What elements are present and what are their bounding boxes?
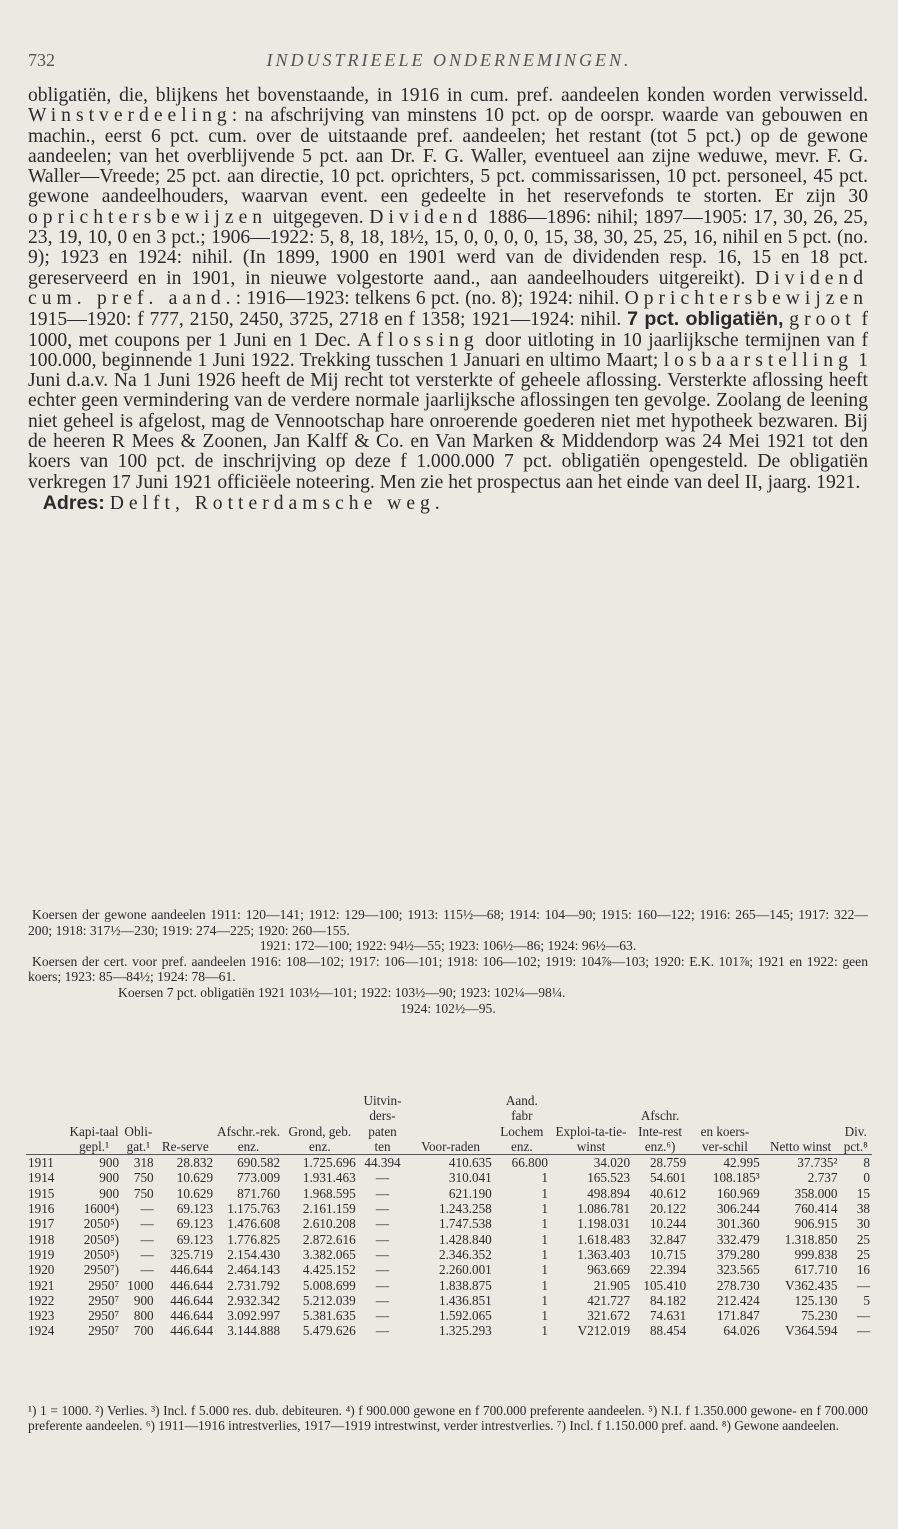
table-cell: 410.635	[407, 1155, 493, 1171]
table-cell: 1	[541, 1201, 548, 1217]
table-cell: 1	[541, 1185, 548, 1201]
table-cell: 84.182	[649, 1292, 687, 1308]
dividend-label: Dividend	[369, 206, 483, 228]
table-cell: 32.847	[649, 1231, 687, 1247]
table-cell: —	[140, 1216, 154, 1232]
table-cell: 1.318.850	[784, 1231, 838, 1247]
table-cell: 963.669	[587, 1262, 631, 1278]
obligatien-label: 7 pct. obligatiën,	[627, 308, 784, 331]
table-cell: 21.905	[593, 1277, 631, 1293]
table-cell: —	[375, 1216, 390, 1232]
table-cell: 5.381.635	[302, 1308, 356, 1324]
table-cell: 64.026	[723, 1323, 760, 1339]
row-year: 1924	[28, 1323, 55, 1339]
row-year: 1921	[28, 1277, 55, 1293]
row-year: 1911	[26, 1155, 67, 1171]
table-cell: 325.719	[170, 1246, 214, 1262]
table-cell: 15	[856, 1185, 870, 1201]
table-cell: 750	[133, 1170, 154, 1186]
table-cell: 906.915	[794, 1216, 838, 1232]
row-year: 1917	[28, 1216, 55, 1232]
table-cell: 10.629	[176, 1185, 214, 1201]
table-cell: —	[375, 1292, 390, 1308]
table-cell: 4.425.152	[302, 1262, 356, 1278]
table-cell: 5.212.039	[302, 1292, 356, 1308]
table-cell: 42.995	[688, 1155, 761, 1171]
body-p4: 1886—1896: nihil; 1897—1905: 17, 30, 26, 25, 23, 19, 10, 0 en 3 pct.; 1906—1922: 5, 8, 18, 18½, 15, 0, 0, 0, 0, 15, 38, 30, 25, 25, 16, nihil en 5 pct. (no. 9); 1923 en 1924: nihil. (In 1899, 1900 en 1901 werd van de dividenden resp. 16, 15 en 18 pct. gereserveerd en in 1901, in nieuwe volgestorte aand., aan aandeelhouders uitgereikt).	[28, 206, 869, 289]
winstverdeeling-label: Winstverdeeling	[28, 105, 232, 127]
table-cell: —	[140, 1231, 154, 1247]
table-cell: 2.872.616	[302, 1231, 356, 1247]
table-cell: 999.838	[794, 1246, 838, 1262]
table-cell: 5.008.699	[302, 1277, 356, 1293]
table-cell: 446.644	[170, 1308, 214, 1324]
table-row	[26, 1170, 872, 1185]
aflossing-label: Aflossing	[357, 329, 479, 351]
table-cell: 2950⁷	[88, 1323, 120, 1339]
table-cell: 1	[541, 1170, 548, 1186]
table-cell: 700	[133, 1323, 154, 1339]
table-cell: —	[375, 1308, 390, 1324]
page-header	[28, 50, 870, 74]
row-year: 1922	[28, 1292, 55, 1308]
table-cell: 1.243.258	[439, 1201, 492, 1217]
table-cell: 25	[856, 1246, 870, 1262]
table-cell: 20.122	[649, 1201, 687, 1217]
table-cell: 621.190	[448, 1185, 492, 1201]
table-cell: 2050⁵)	[83, 1216, 120, 1232]
table-cell: 1.476.608	[227, 1216, 281, 1232]
table-cell: 1.618.483	[577, 1231, 631, 1247]
table-cell: 1.776.825	[227, 1231, 281, 1247]
table-cell: 38	[856, 1201, 870, 1217]
table-cell: 1	[541, 1216, 548, 1232]
table-cell: 1	[541, 1246, 548, 1262]
table-cell: 323.565	[716, 1262, 760, 1278]
table-cell: 1.747.538	[439, 1216, 492, 1232]
table-cell: 760.414	[794, 1201, 838, 1217]
table-cell: 1000	[127, 1277, 154, 1293]
table-cell: 498.894	[587, 1185, 631, 1201]
col-grond: Grond, geb. enz.	[288, 1123, 352, 1154]
col-afschr-rek: Afschr.-rek. enz.	[217, 1123, 281, 1154]
table-cell: 446.644	[170, 1262, 214, 1278]
table-cell: 446.644	[170, 1323, 214, 1339]
adres-label: Adres:	[42, 491, 105, 514]
table-cell: 1	[541, 1262, 548, 1278]
table-cell: 10.629	[176, 1170, 214, 1186]
koersen-gewone-cont: 1921: 172—100; 1922: 94½—55; 1923: 106½—86; 1924: 96½—63.	[259, 938, 637, 954]
table-cell: 44.394	[358, 1155, 408, 1171]
table-cell: 2.737	[807, 1170, 838, 1186]
table-cell: 5.479.626	[302, 1323, 356, 1339]
col-kapitaal: Kapi-taal gepl.¹	[69, 1123, 119, 1154]
table-cell: 165.523	[587, 1170, 631, 1186]
col-koersverschil: en koers-ver-schil	[700, 1123, 750, 1154]
table-cell: 2.464.143	[227, 1262, 281, 1278]
koersen-obligatien: Koersen 7 pct. obligatiën 1921 103½—101; 1922: 103½—90; 1923: 102¼—98¼.	[118, 984, 566, 1000]
table-cell: 1.428.840	[439, 1231, 492, 1247]
table-cell: —	[375, 1246, 390, 1262]
table-cell: 16	[856, 1262, 870, 1278]
table-cell: —	[140, 1262, 154, 1278]
table-cell: 2.932.342	[227, 1292, 281, 1308]
table-cell: 88.454	[649, 1323, 687, 1339]
body-p1: obligatiën, die, blijkens het bovenstaande, in 1916 in cum. pref. aandeelen konden worden verwisseld.	[28, 85, 868, 106]
table-cell: 171.847	[716, 1308, 760, 1324]
table-cell: —	[140, 1201, 154, 1217]
table-row	[26, 1293, 872, 1308]
losbaarstelling-label: losbaarstelling	[663, 349, 853, 371]
table-cell: 69.123	[176, 1231, 214, 1247]
col-uitvindersp: Uitvin-ders-paten ten	[363, 1093, 402, 1154]
table-cell: 321.672	[587, 1308, 631, 1324]
table-cell: 900	[67, 1155, 121, 1171]
table-cell: —	[856, 1277, 870, 1293]
table-cell: —	[375, 1170, 390, 1186]
table-cell: 1.725.696	[282, 1155, 358, 1171]
table-cell: 900	[99, 1185, 120, 1201]
koersen-obligatien-cont: 1924: 102½—95.	[400, 1000, 496, 1016]
table-cell: 1	[541, 1277, 548, 1293]
table-cell: 1.968.595	[302, 1185, 356, 1201]
table-cell: 69.123	[176, 1201, 214, 1217]
running-title: INDUSTRIEELE ONDERNEMINGEN.	[266, 50, 632, 70]
dividend-cum-label: Dividend cum. pref. aand.	[28, 267, 868, 309]
row-year: 1923	[28, 1308, 55, 1324]
row-year: 1915	[28, 1185, 55, 1201]
table-cell: 301.360	[716, 1216, 760, 1232]
table-cell: 1.175.763	[227, 1201, 281, 1217]
table-cell: 1.198.031	[577, 1216, 631, 1232]
table-cell: 22.394	[649, 1262, 687, 1278]
body-p3: uitgegeven.	[272, 206, 364, 228]
col-div: Div. pct.⁸	[843, 1123, 868, 1154]
table-cell: 690.582	[215, 1155, 282, 1171]
table-cell: —	[140, 1246, 154, 1262]
body-p5: : 1916—1923: telkens 6 pct. (no. 8); 1924: nihil.	[235, 287, 620, 309]
table-cell: 278.730	[716, 1277, 760, 1293]
table-cell: 2950⁷)	[83, 1262, 120, 1278]
table-row	[26, 1216, 872, 1231]
table-cell: 446.644	[170, 1292, 214, 1308]
table-cell: 1	[541, 1323, 548, 1339]
oprichtersbewijzen2-label: Oprichtersbewijzen	[624, 287, 868, 309]
table-cell: 2.161.159	[302, 1201, 356, 1217]
table-cell: 2.731.792	[227, 1277, 281, 1293]
table-cell: V212.019	[577, 1323, 631, 1339]
table-row	[26, 1232, 872, 1247]
oprichtersbewijzen-label: oprichtersbewijzen	[28, 206, 268, 228]
table-row	[26, 1308, 872, 1323]
table-cell: —	[856, 1308, 870, 1324]
row-year: 1918	[28, 1231, 55, 1247]
body-p6: 1915—1920: f 777, 2150, 2450, 3725, 2718 en f 1358; 1921—1924: nihil.	[28, 309, 622, 331]
table-cell: 2050⁵)	[83, 1231, 120, 1247]
adres-value: Delft, Rotterdamsche weg.	[109, 492, 445, 514]
row-year: 1914	[28, 1170, 55, 1186]
table-cell: 66.800	[494, 1155, 550, 1171]
body-p2: : na afschrijving van minstens 10 pct. op de oorspr. waarde van gebouwen en machin., eerst 6 pct. cum. over de uitstaande pref. aandeelen; het restant (tot 5 pct.) op de gewone aandeelen; van het overblijvende 5 pct. aan Dr. F. G. Waller, eventueel aan zijne weduwe, mevr. F. G. Waller—Vreede; 25 pct. aan directie, 10 pct. oprichters, 5 pct. commissarissen, 10 pct. personeel, 45 pct. gewone aandeelhouders, waarvan event. een gedeelte in het reservefonds te storten. Er zijn 30	[28, 105, 868, 208]
table-cell: 332.479	[716, 1231, 760, 1247]
table-cell: 1	[541, 1308, 548, 1324]
table-cell: 379.280	[716, 1246, 760, 1262]
table-cell: 28.759	[632, 1155, 688, 1171]
table-cell: 871.760	[237, 1185, 281, 1201]
table-cell: 306.244	[716, 1201, 760, 1217]
koersen-cert: Koersen der cert. voor pref. aandeelen 1916: 108—102; 1917: 106—101; 1918: 106—102; 1919: 104⅞—103; 1920: E.K. 101⅞; 1921 en 1922: geen koers; 1923: 85—84½; 1924: 78—61.	[28, 953, 868, 985]
table-cell: 1.086.781	[577, 1201, 631, 1217]
financial-table	[26, 1093, 872, 1339]
footnotes: ¹) 1 = 1000. ²) Verlies. ³) Incl. f 5.000 res. dub. debiteuren. ⁴) f 900.000 gewone en f 700.000 preferente aandeelen. ⁵) N.I. f 1.350.000 gewone- en f 700.000 preferente aandeelen. ⁶) 1911—1916 intrestverlies, 1917—1919 intrestwinst, verder intrestverlies. ⁷) Incl. f 1.150.000 pref. aand. ⁸) Gewone aandeelen.	[28, 1403, 868, 1433]
table-cell: 1.436.851	[439, 1292, 492, 1308]
body-p9: 1 Juni d.a.v. Na 1 Juni 1926 heeft de Mij recht tot versterkte of geheele aflossing. Versterkte aflossing heeft echter geen vermindering van de verdere normale jaarlijksche aflossingen ten gevolge. Zoolang de leening niet geheel is afgelost, mag de Vennootschap hare onroerende goederen niet met hypotheek bezwaren. Bij de heeren R Mees & Zoonen, Jan Kalff & Co. en Van Marken & Middendorp was 24 Mei 1921 tot den koers van 100 pct. de inschrijving op deze f 1.000.000 7 pct. obligatiën opengesteld. De obligatiën verkregen 17 Juni 1921 officiëele noteering. Men zie het prospectus aan het einde van deel II, jaarg. 1921.	[28, 349, 869, 493]
table-cell: 750	[133, 1185, 154, 1201]
table-cell: 1600⁴)	[83, 1201, 120, 1217]
table-cell: 800	[133, 1308, 154, 1324]
row-year: 1916	[28, 1201, 55, 1217]
table-cell: 446.644	[170, 1277, 214, 1293]
table-body	[26, 1155, 872, 1339]
table-cell: 2950⁷	[88, 1308, 120, 1324]
table-cell: 617.710	[794, 1262, 838, 1278]
table-cell: 318	[121, 1155, 156, 1171]
table-cell: 2.610.208	[302, 1216, 356, 1232]
table-cell: 34.020	[550, 1155, 632, 1171]
table-cell: 1.592.065	[439, 1308, 492, 1324]
table-cell: 10.244	[649, 1216, 687, 1232]
page-number: 732	[28, 50, 55, 70]
table-cell: 3.382.065	[302, 1246, 356, 1262]
table-cell: 125.130	[794, 1292, 838, 1308]
table-row	[26, 1201, 872, 1216]
table-row	[26, 1155, 872, 1171]
table-cell: 3.144.888	[227, 1323, 281, 1339]
table-cell: 900	[133, 1292, 154, 1308]
table-cell: 40.612	[649, 1185, 687, 1201]
row-year: 1920	[28, 1262, 55, 1278]
table-header	[26, 1093, 872, 1155]
table-cell: 10.715	[649, 1246, 687, 1262]
table-row	[26, 1323, 872, 1338]
table-cell: 2050⁵)	[83, 1246, 120, 1262]
groot-label: groot	[789, 309, 856, 331]
table-cell: 1	[541, 1292, 548, 1308]
table-cell: —	[375, 1231, 390, 1247]
col-obli: Obli-gat.¹	[124, 1123, 153, 1154]
col-reserve: Re-serve	[161, 1138, 209, 1154]
table-row	[26, 1247, 872, 1262]
table-cell: 108.185³	[712, 1170, 760, 1186]
col-netto: Netto winst	[769, 1138, 832, 1154]
table-cell: 2950⁷	[88, 1292, 120, 1308]
body-p7: f 1000, met coupons per 1 Juni en 1 Dec.	[28, 309, 868, 351]
table-cell: —	[375, 1277, 390, 1293]
table-cell: 900	[99, 1170, 120, 1186]
table-cell: 25	[856, 1231, 870, 1247]
table-row	[26, 1262, 872, 1277]
col-voorraden: Voor-raden	[421, 1138, 480, 1154]
table-cell: 2.346.352	[439, 1246, 492, 1262]
table-cell: 773.009	[237, 1170, 281, 1186]
table-cell: V364.594	[785, 1323, 838, 1339]
table-cell: 69.123	[176, 1216, 214, 1232]
table-cell: V362.435	[785, 1277, 838, 1293]
table-cell: 8	[839, 1155, 872, 1171]
table-cell: 1.931.463	[302, 1170, 356, 1186]
table-cell: 212.424	[716, 1292, 760, 1308]
table-cell: —	[856, 1323, 870, 1339]
table-cell: —	[375, 1185, 390, 1201]
table-cell: 2950⁷	[88, 1277, 120, 1293]
table-row	[26, 1278, 872, 1293]
table-cell: 74.631	[649, 1308, 687, 1324]
table-cell: —	[375, 1323, 390, 1339]
col-aand-fabr: Aand. fabr Lochem enz.	[500, 1093, 544, 1154]
table-cell: 160.969	[716, 1185, 760, 1201]
table-cell: —	[375, 1201, 390, 1217]
table-cell: 358.000	[794, 1185, 838, 1201]
table-cell: 1.838.875	[439, 1277, 492, 1293]
body-p8: door uitloting in 10 jaarlijksche termijnen van f 100.000, beginnende 1 Juni 1922. Trekking tusschen 1 Januari en ultimo Maart;	[28, 329, 868, 371]
table-cell: 2.154.430	[227, 1246, 281, 1262]
table-cell: 1	[541, 1231, 548, 1247]
col-exploitatie: Exploi-ta-tie-winst	[555, 1123, 627, 1154]
koersen-gewone: Koersen der gewone aandeelen 1911: 120—141; 1912: 129—100; 1913: 115½—68; 1914: 104—90; 1915: 160—122; 1916: 265—145; 1917: 322—200; 1918: 317½—230; 1919: 274—225; 1920: 260—155.	[28, 907, 868, 938]
table-row	[26, 1186, 872, 1201]
table-cell: 105.410	[643, 1277, 687, 1293]
table-cell: 421.727	[587, 1292, 631, 1308]
table-cell: 75.230	[801, 1308, 838, 1324]
table-cell: 5	[863, 1292, 870, 1308]
table-cell: 28.832	[156, 1155, 215, 1171]
table-cell: 1.363.403	[577, 1246, 631, 1262]
table-cell: 2.260.001	[439, 1262, 492, 1278]
company-description	[28, 86, 868, 514]
table-cell: 37.735²	[762, 1155, 840, 1171]
table-cell: 0	[863, 1170, 870, 1186]
table-cell: 30	[856, 1216, 870, 1232]
table-cell: —	[375, 1262, 390, 1278]
table-cell: 310.041	[448, 1170, 492, 1186]
koersen-section	[28, 907, 868, 1016]
table-cell: 54.601	[649, 1170, 687, 1186]
table-cell: 1.325.293	[439, 1323, 492, 1339]
row-year: 1919	[28, 1246, 55, 1262]
table-cell: 3.092.997	[227, 1308, 281, 1324]
col-afschr-interest: Afschr. Inte-rest enz.⁶)	[638, 1108, 683, 1154]
